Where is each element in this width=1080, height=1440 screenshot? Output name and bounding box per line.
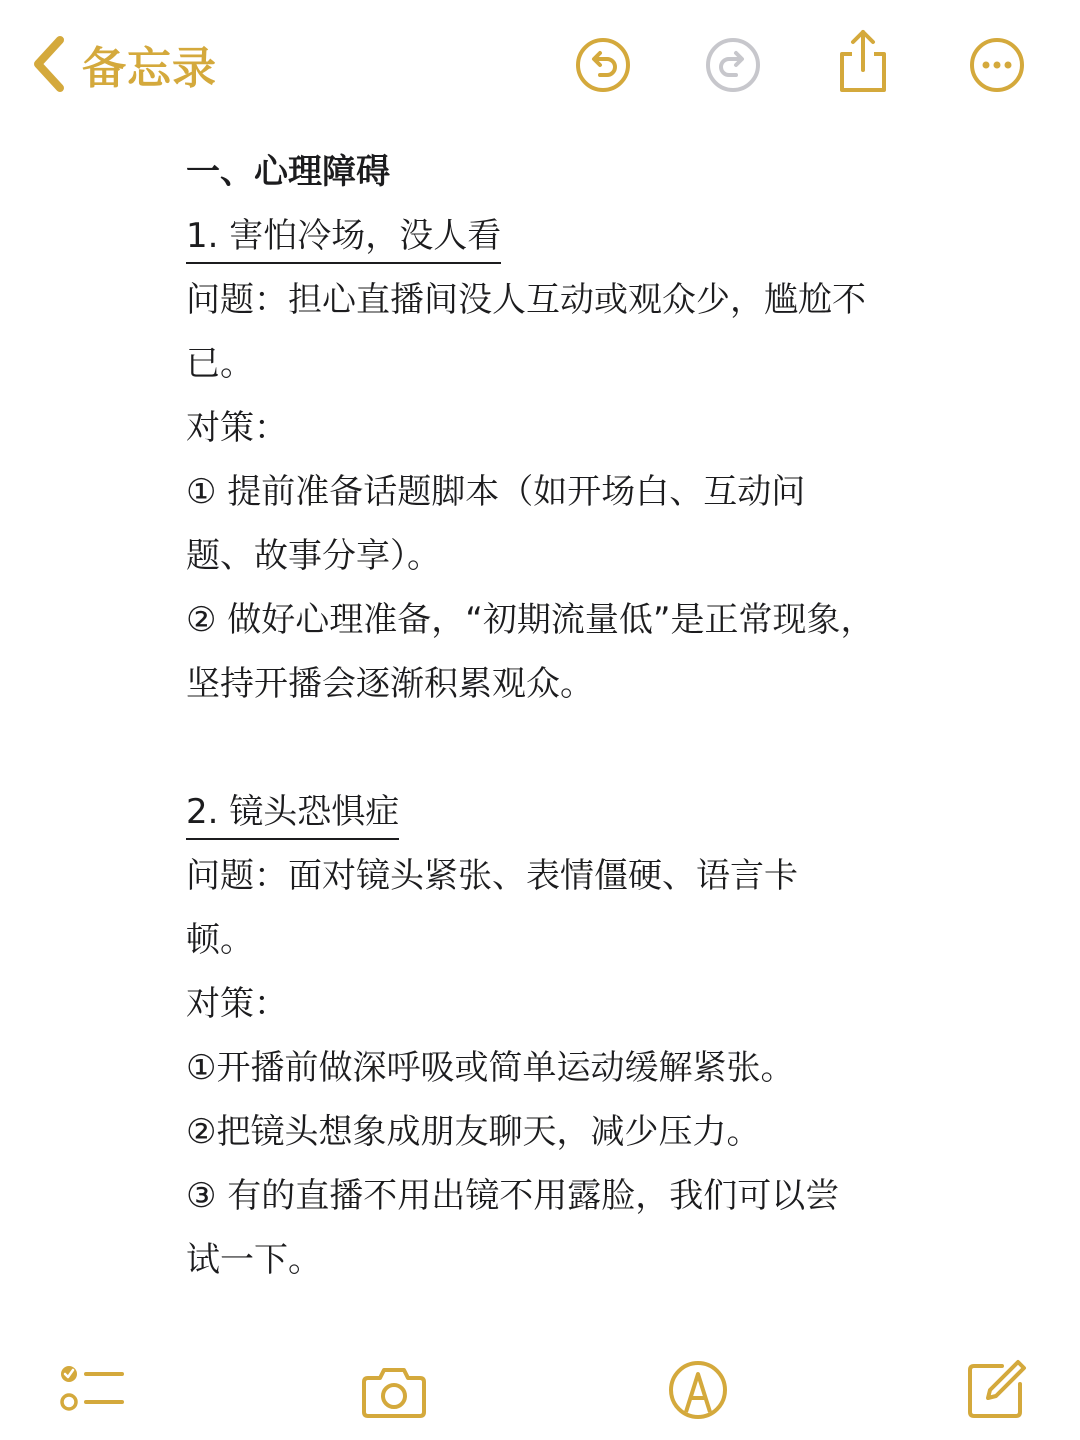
strategy-item: ② 做好心理准备，“初期流量低”是正常现象， (186, 600, 875, 640)
bottom-toolbar (0, 1340, 1080, 1440)
strategy-item: ②把镜头想象成朋友聊天，减少压力。 (186, 1112, 761, 1152)
problem-text-continued: 顿。 (186, 920, 254, 960)
share-button[interactable] (834, 28, 892, 94)
undo-icon (574, 36, 632, 94)
problem-text-continued: 已。 (186, 344, 254, 384)
strategy-item: ③ 有的直播不用出镜不用露脸，我们可以尝 (186, 1176, 840, 1216)
strategy-item-continued: 试一下。 (186, 1240, 322, 1280)
navigation-bar (0, 0, 1080, 128)
strategy-item-continued: 题、故事分享）。 (186, 536, 441, 576)
blank-line (186, 716, 906, 780)
camera-button[interactable] (360, 1356, 428, 1424)
strategy-label: 对策： (186, 408, 288, 448)
chevron-left-icon (28, 34, 68, 94)
back-button[interactable] (28, 30, 217, 98)
undo-button[interactable] (574, 36, 632, 94)
compose-icon (962, 1356, 1030, 1424)
problem-text: 问题：面对镜头紧张、表情僵硬、语言卡 (186, 856, 798, 896)
item-title: 2. 镜头恐惧症 (186, 786, 399, 840)
back-label: 备忘录 (82, 43, 217, 94)
redo-icon (704, 36, 762, 94)
problem-text: 问题：担心直播间没人互动或观众少，尴尬不 (186, 280, 866, 320)
strategy-item: ①开播前做深呼吸或简单运动缓解紧张。 (186, 1048, 795, 1088)
item-title: 1. 害怕冷场，没人看 (186, 210, 501, 264)
checklist-button[interactable] (58, 1356, 126, 1424)
share-icon (834, 28, 892, 94)
strategy-item: ① 提前准备话题脚本（如开场白、互动问 (186, 472, 806, 512)
markup-icon (664, 1356, 732, 1424)
more-icon (968, 36, 1026, 94)
compose-button[interactable] (962, 1356, 1030, 1424)
more-button[interactable] (968, 36, 1026, 94)
checklist-icon (58, 1356, 126, 1424)
markup-button[interactable] (664, 1356, 732, 1424)
section-title: 一、心理障碍 (186, 152, 390, 192)
note-body[interactable] (186, 140, 906, 1292)
strategy-label: 对策： (186, 984, 288, 1024)
strategy-item-continued: 坚持开播会逐渐积累观众。 (186, 664, 594, 704)
camera-icon (360, 1356, 428, 1424)
redo-button[interactable] (704, 36, 762, 94)
